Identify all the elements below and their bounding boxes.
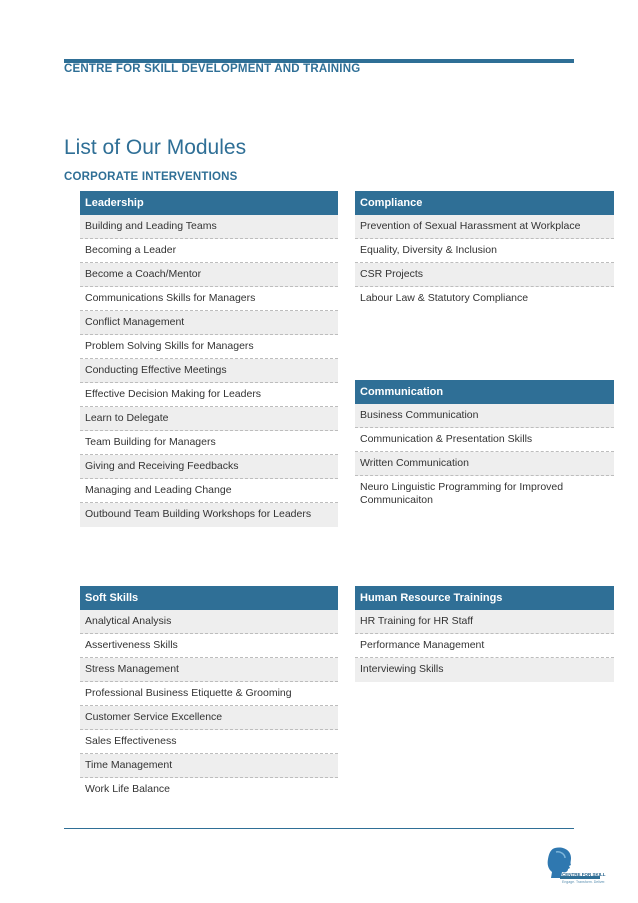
module-item: Learn to Delegate [80,407,338,431]
module-table-soft-skills [80,586,338,802]
module-item: Outbound Team Building Workshops for Leaders [80,503,338,527]
module-item: Conducting Effective Meetings [80,359,338,383]
module-item: Communication & Presentation Skills [355,428,614,452]
module-item: Equality, Diversity & Inclusion [355,239,614,263]
module-item: Assertiveness Skills [80,634,338,658]
logo-tagline: Engage. Transform. Deliver. [562,880,606,884]
module-item: Written Communication [355,452,614,476]
module-item: CSR Projects [355,263,614,287]
module-item: Professional Business Etiquette & Grooming [80,682,338,706]
module-item: Interviewing Skills [355,658,614,682]
module-list [80,215,338,527]
module-item: Become a Coach/Mentor [80,263,338,287]
module-header: Soft Skills [80,586,338,610]
module-item: Team Building for Managers [80,431,338,455]
module-item: Becoming a Leader [80,239,338,263]
module-item: Prevention of Sexual Harassment at Workplace [355,215,614,239]
module-table-compliance [355,191,614,311]
module-table-communication [355,380,614,512]
module-list [80,610,338,802]
module-list [355,610,614,682]
module-item: Labour Law & Statutory Compliance [360,292,529,304]
module-item: Effective Decision Making for Leaders [80,383,338,407]
page-title: List of Our Modules [64,136,247,159]
module-item: Analytical Analysis [80,610,338,634]
module-item: Sales Effectiveness [80,730,338,754]
module-header: Compliance [355,191,614,215]
module-item: Business Communication [355,404,614,428]
module-item: Stress Management [80,658,338,682]
module-list [355,215,614,311]
module-header: Leadership [80,191,338,215]
module-item: Time Management [80,754,338,778]
module-item: Customer Service Excellence [80,706,338,730]
module-item: Giving and Receiving Feedbacks [80,455,338,479]
org-title: CENTRE FOR SKILL DEVELOPMENT AND TRAINING [64,63,361,75]
bottom-divider [64,828,574,829]
module-table-leadership [80,191,338,527]
module-list [355,404,614,512]
module-item: Problem Solving Skills for Managers [80,335,338,359]
module-header: Human Resource Trainings [355,586,614,610]
module-item: HR Training for HR Staff [355,610,614,634]
section-title: CORPORATE INTERVENTIONS [64,171,238,183]
module-table-hr-trainings [355,586,614,682]
module-item: Conflict Management [80,311,338,335]
module-header: Communication [355,380,614,404]
module-item: Communications Skills for Managers [80,287,338,311]
logo-text: CENTRE FOR SKILL [562,872,606,877]
module-item: Work Life Balance [85,783,171,795]
module-item: Building and Leading Teams [80,215,338,239]
module-item: Neuro Linguistic Programming for Improved Communicaiton [360,481,564,506]
module-item: Managing and Leading Change [80,479,338,503]
module-item: Performance Management [355,634,614,658]
